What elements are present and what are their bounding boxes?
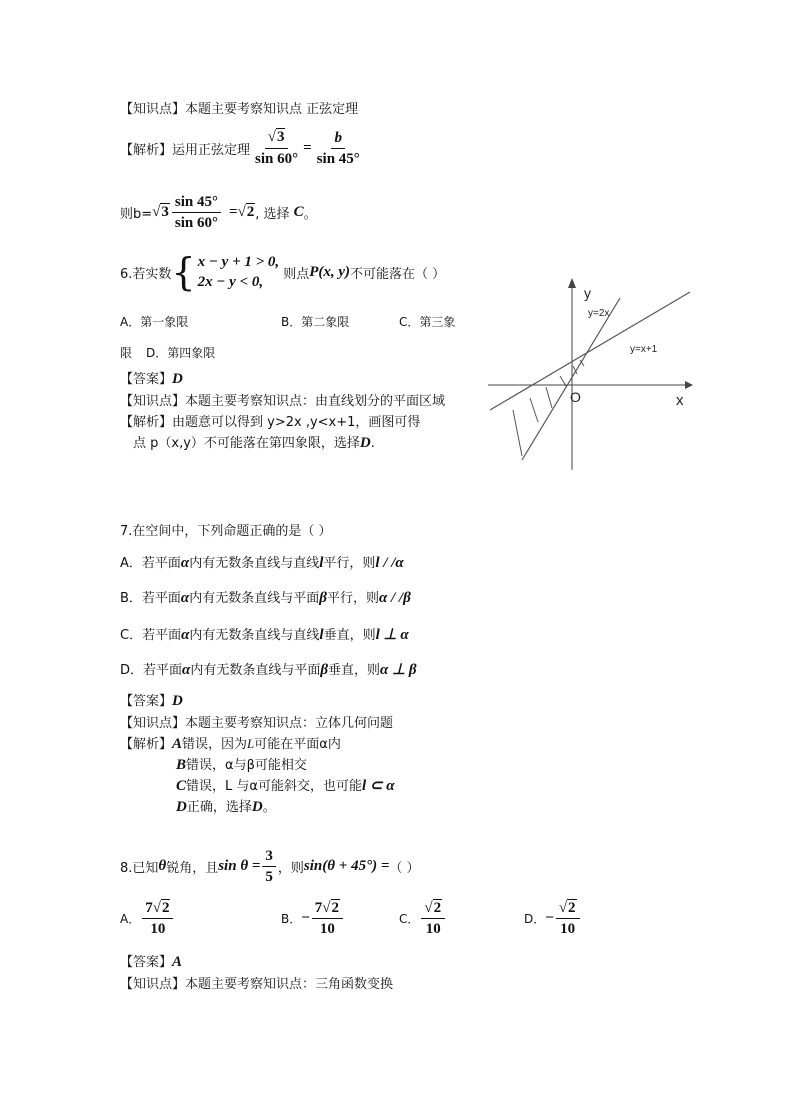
- q8-c-root: 2: [433, 900, 442, 916]
- q7-b-concl: α / /β: [378, 590, 411, 606]
- q7-analysis-c-letter: C: [176, 778, 187, 794]
- q7-c-alpha: α: [181, 627, 190, 643]
- q7-d-mid2: 垂直，则: [328, 663, 381, 678]
- q7-a-mid2: 平行，则: [323, 556, 376, 571]
- q6-stem: [120, 252, 445, 292]
- q7-analysis-a: [120, 733, 341, 753]
- q7-c-l: l: [319, 627, 324, 643]
- q5-choose-letter: C: [293, 204, 304, 220]
- q5-end: 。: [303, 207, 317, 222]
- q5-fraction-2: [314, 129, 363, 168]
- q8-stem-mid: 锐角，且: [166, 861, 219, 876]
- q8-option-a: [120, 899, 175, 938]
- q7-option-a: [120, 552, 404, 572]
- q7-analysis-a-L: L: [247, 736, 255, 751]
- q8-b-num7: 7: [314, 900, 323, 916]
- q7-answer-label: 【答案】: [120, 694, 173, 709]
- q6-region-figure: [480, 270, 710, 480]
- q5-frac2-den: sin 45°: [316, 150, 360, 167]
- q8-a-root: 2: [161, 900, 170, 916]
- q8-b-den: 10: [319, 921, 335, 937]
- q8-frac-num: 3: [262, 847, 276, 867]
- fig-line2-label: y=x+1: [630, 344, 658, 355]
- q7-option-b: [120, 587, 411, 607]
- q6-answer: [120, 368, 183, 388]
- q7-analysis-d-text: 正确，选择: [186, 800, 252, 815]
- q7-d-mid: 内有无数条直线与平面: [190, 663, 321, 678]
- q8-a-num7: 7: [145, 900, 153, 916]
- q7-c-mid2: 垂直，则: [323, 628, 376, 643]
- q6-analysis-2-end: .: [370, 436, 375, 451]
- q8-b-minus: −: [301, 910, 310, 926]
- q8-option-d: [524, 899, 582, 938]
- q7-analysis-a-letter: A: [172, 736, 183, 752]
- q6-stem-mid: 则点: [283, 266, 310, 282]
- q5-eq2: =: [229, 204, 238, 220]
- q7-b-beta: β: [319, 590, 327, 606]
- line-y-2x: [522, 298, 620, 460]
- q5-frac2-num: b: [331, 129, 345, 149]
- q6-option-b: B．第二象限: [281, 315, 350, 329]
- fig-line1-label: y=2x: [588, 308, 610, 319]
- q7-c-pre: C．若平面: [120, 628, 182, 643]
- q8-c-label: C．: [399, 912, 420, 926]
- q5-analysis-prefix: 【解析】运用正弦定理: [120, 142, 251, 158]
- q7-analysis-label: 【解析】: [120, 737, 173, 752]
- q7-b-alpha: α: [180, 590, 190, 606]
- q8-answer-label: 【答案】: [120, 955, 173, 970]
- q8-answer: [120, 951, 182, 971]
- q8-d-label: D．: [524, 912, 546, 926]
- fig-y-label: y: [584, 285, 591, 301]
- q7-a-alpha: α: [180, 555, 190, 571]
- q6-ineq-2: 2x − y < 0,: [197, 274, 264, 290]
- q7-answer: [120, 690, 183, 710]
- q5-choose: , 选择: [255, 207, 290, 222]
- q6-analysis-2-letter: D: [359, 435, 371, 451]
- q7-d-pre: D．若平面: [120, 663, 183, 678]
- q8-fraction: [262, 847, 276, 886]
- q7-analysis-a-text: 错误，因为: [182, 737, 248, 752]
- q5-sqrt2: √2: [237, 204, 255, 220]
- q5-frac3-den: sin 60°: [174, 215, 218, 231]
- q7-c-concl: l ⊥ α: [375, 627, 409, 643]
- q6-ineq-1: x − y + 1 > 0,: [197, 254, 280, 270]
- fig-x-label: x: [676, 392, 684, 409]
- q7-b-pre: B．若平面: [120, 591, 181, 606]
- q7-analysis-d-letter2: D: [251, 799, 263, 815]
- q8-c-frac: $\frac{√2}{10}$: [421, 899, 445, 938]
- q5-frac1-num: 3: [276, 129, 285, 145]
- q5-analysis: [120, 128, 365, 168]
- q5-sqrt3: √3: [152, 204, 169, 220]
- q5-frac3-num: sin 45°: [172, 193, 221, 213]
- q8-a-label: A．: [120, 912, 141, 926]
- q7-analysis-d-letter: D: [176, 799, 187, 815]
- q8-theta: θ: [158, 858, 167, 874]
- q5-sqrt2-rad: 2: [246, 204, 255, 220]
- q7-a-concl: l / /α: [375, 555, 404, 571]
- q8-d-frac: $\frac{√2}{10}$: [556, 899, 580, 938]
- q6-option-c-cont: 限: [120, 346, 133, 360]
- q7-analysis-c-text: 错误，L 与α可能斜交，也可能: [186, 779, 362, 794]
- q8-c-den: 10: [425, 921, 441, 937]
- q5-frac1-den: sin 60°: [255, 151, 299, 167]
- q8-knowledge: 【知识点】本题主要考察知识点：三角函数变换: [120, 977, 394, 992]
- q8-b-root: 2: [331, 900, 340, 916]
- q5-fraction-3: [172, 193, 221, 232]
- fig-origin-label: O: [570, 389, 581, 405]
- q6-analysis-2-text: 点 p（x,y）不可能落在第四象限，选择: [133, 436, 360, 451]
- q5-knowledge: 【知识点】本题主要考察知识点 正弦定理: [120, 102, 359, 117]
- q6-stem-suffix: 不可能落在（ ）: [350, 266, 446, 282]
- q6-answer-letter: D: [172, 371, 183, 387]
- q8-a-frac: $\frac{7√2}{10}$: [142, 899, 173, 938]
- q7-d-alpha: α: [182, 662, 191, 678]
- q8-a-den: 10: [150, 921, 166, 937]
- q7-answer-letter: D: [172, 693, 183, 709]
- q8-b-label: B．: [281, 912, 302, 926]
- q7-analysis-d: [176, 796, 276, 816]
- q5-sqrt3-rad: 3: [161, 204, 169, 220]
- q8-d-root: 2: [568, 900, 576, 916]
- q6-system: [171, 252, 279, 292]
- q7-b-mid: 内有无数条直线与平面: [189, 591, 320, 606]
- q6-analysis-2: [133, 432, 375, 452]
- q8-stem-end: （ ）: [389, 861, 420, 876]
- q7-a-mid: 内有无数条直线与直线: [189, 556, 320, 571]
- q7-analysis-b-letter: B: [176, 757, 187, 773]
- q7-a-l: l: [319, 555, 324, 571]
- q7-knowledge: 【知识点】本题主要考察知识点：立体几何问题: [120, 716, 394, 731]
- q8-d-minus: −: [545, 910, 554, 926]
- q6-knowledge: 【知识点】本题主要考察知识点：由直线划分的平面区域: [120, 394, 446, 409]
- q7-analysis-b-text: 错误，α与β可能相交: [186, 758, 307, 773]
- q7-option-c: [120, 624, 409, 644]
- q8-stem-mid2: ，则: [277, 861, 304, 876]
- q7-d-concl: α ⊥ β: [380, 662, 417, 678]
- q7-c-mid: 内有无数条直线与直线: [189, 628, 320, 643]
- q8-expr: sin(θ + 45°) =: [303, 858, 390, 874]
- q7-analysis-c: [176, 775, 395, 795]
- q6-option-a: A．第一象限: [120, 315, 189, 329]
- q7-b-mid2: 平行，则: [326, 591, 379, 606]
- y-axis-arrow-icon: [568, 278, 576, 288]
- q7-stem: 7.在空间中，下列命题正确的是（ ）: [120, 524, 332, 539]
- q6-answer-label: 【答案】: [120, 372, 173, 387]
- q8-option-b: [281, 899, 345, 938]
- q7-analysis-b: [176, 754, 307, 774]
- q7-analysis-d-end: 。: [262, 800, 276, 815]
- q6-point: P(x, y): [309, 263, 351, 280]
- q8-stem-pre: 8.已知: [120, 861, 159, 876]
- q8-option-c: [399, 899, 447, 938]
- q7-a-pre: A．若平面: [120, 556, 181, 571]
- q8-sin-theta: sin θ =: [218, 858, 261, 874]
- q5-fraction-1: $\frac{√3}{\sin 60^\circ}$: [252, 128, 301, 168]
- q6-option-c: C．第三象: [399, 315, 456, 329]
- q5-then-b: 则b=: [120, 207, 153, 222]
- q7-option-d: [120, 659, 417, 679]
- q8-frac-den: 5: [265, 869, 273, 885]
- q7-analysis-a-text2: 可能在平面α内: [254, 737, 341, 752]
- q5-equals: =: [303, 139, 312, 156]
- q8-answer-letter: A: [172, 954, 183, 970]
- q6-brace: {: [171, 250, 196, 294]
- q7-d-beta: β: [320, 662, 329, 678]
- q6-option-d: D．第四象限: [146, 346, 216, 360]
- q8-stem: [120, 847, 420, 886]
- x-axis-arrow-icon: [685, 381, 693, 389]
- q8-d-den: 10: [560, 921, 576, 937]
- q8-b-frac: $\frac{7√2}{10}$: [312, 899, 343, 938]
- q6-stem-prefix: 6.若实数: [120, 266, 172, 282]
- q6-analysis-1: 【解析】由题意可以得到 y>2x ,y<x+1，画图可得: [120, 415, 421, 430]
- q5-result: [120, 193, 317, 232]
- q7-analysis-c-concl: l ⊂ α: [361, 778, 395, 794]
